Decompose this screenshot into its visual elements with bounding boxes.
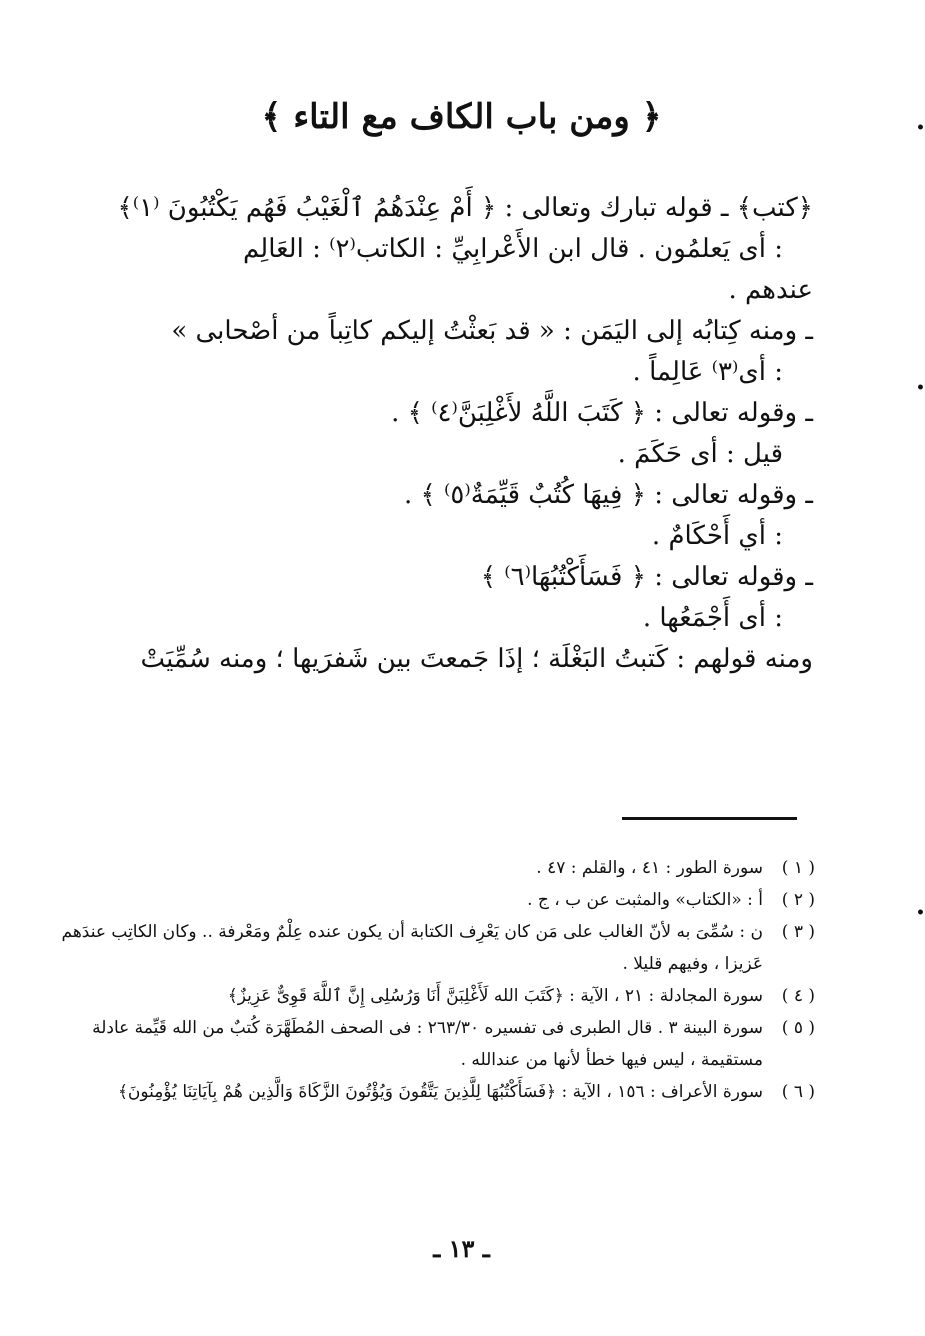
footnote bbox=[55, 916, 815, 980]
text-line: قيل : أى حَكَمَ . bbox=[617, 439, 783, 469]
text-line: ـ وقوله تعالى : ﴿ فِيهَا كُتُبٌ قَيِّمَةٌ⁽٥⁾ ﴾ . bbox=[404, 480, 813, 510]
footnote bbox=[55, 884, 815, 916]
text-line: ـ وقوله تعالى : ﴿ فَسَأَكْتُبُهَا⁽٦⁾ ﴾ bbox=[480, 562, 813, 592]
main-text bbox=[58, 188, 813, 680]
text-line: ـ ومنه كِتابُه إلى اليَمَن : « قد بَعثْتُ إليكم كاتِباً من أصْحابى » bbox=[171, 316, 813, 346]
scan-dot-mark: • bbox=[916, 380, 925, 396]
footnote bbox=[55, 852, 815, 884]
text-line: ـ وقوله تعالى : ﴿ كَتَبَ اللَّهُ لأَغْلِبَنَّ⁽٤⁾ ﴾ . bbox=[391, 398, 813, 428]
footnote bbox=[55, 1012, 815, 1076]
footnote-number: ( ٦ ) bbox=[781, 1082, 815, 1102]
text-line: ﴿كتب﴾ ـ قوله تبارك وتعالى : ﴿ أَمْ عِنْدَهُمُ ٱلْغَيْبُ فَهُم يَكْتُبُونَ ⁽١⁾﴾ bbox=[117, 193, 813, 223]
scan-dot-mark: • bbox=[916, 905, 925, 921]
footnote-text: سورة المجادلة : ٢١ ، الآية : ﴿كَتَبَ الله لَأَغْلِبَنَّ أَنَا وَرُسُلِى إِنَّ ٱللَّهَ قَوِىٌّ عَزِيزٌ﴾ bbox=[227, 986, 763, 1006]
footnote-text: ن : سُمِّىَ به لأنّ الغالب على مَن كان يَعْرِف الكتابة أن يكون عنده عِلْمٌ ومَعْرفة .. وكان الكاتِب عندَهم عَزيزا ، وفيهم قليلا . bbox=[61, 922, 763, 974]
scan-dot-mark: • bbox=[916, 120, 925, 136]
footnote-number: ( ٥ ) bbox=[781, 1018, 815, 1038]
text-line: ومنه قولهم : كَتبتُ البَغْلَة ؛ إذَا جَمعتَ بين شَفرَيها ؛ ومنه سُمِّيَتْ bbox=[140, 644, 813, 674]
footnote-number: ( ١ ) bbox=[781, 858, 815, 878]
footnote-text: سورة الأعراف : ١٥٦ ، الآية : ﴿فَسَأَكْتُبُهَا لِلَّذِينَ يَتَّقُونَ وَيُؤْتُونَ الزَّكَاةَ وَالَّذِين هُمْ بِآيَاتِنَا يُؤْمِنُونَ﴾ bbox=[117, 1082, 763, 1102]
footnote-number: ( ٣ ) bbox=[781, 922, 815, 942]
footnote-number: ( ٢ ) bbox=[781, 890, 815, 910]
text-line: : أى أَجْمَعُها . bbox=[642, 603, 783, 633]
text-line: : أى⁽٣⁾ عَالِماً . bbox=[632, 357, 783, 387]
footnote bbox=[55, 1076, 815, 1108]
text-line: عندهم . bbox=[728, 275, 813, 305]
text-line: : أى يَعلمُون . قال ابن الأَعْرابِيِّ : الكاتب⁽٢⁾ : العَالِم bbox=[242, 234, 783, 264]
footnote-text: سورة الطور : ٤١ ، والقلم : ٤٧ . bbox=[536, 858, 763, 878]
footnote-number: ( ٤ ) bbox=[781, 986, 815, 1006]
footnote bbox=[55, 980, 815, 1012]
footnote-text: أ : «الكتاب» والمثبت عن ب ، ج . bbox=[527, 890, 763, 910]
text-line: : أي أَحْكَامٌ . bbox=[651, 521, 783, 551]
footnotes bbox=[55, 852, 815, 1108]
footnote-separator bbox=[622, 817, 797, 820]
section-title: ﴿ ومن باب الكاف مع التاء ﴾ bbox=[261, 97, 662, 137]
footnote-text: سورة البينة ٣ . قال الطبرى فى تفسيره ٢٦٣/٣٠ : فى الصحف المُطَهَّرَة كُتبٌ من الله قَيِّمة عادلة مستقيمة ، ليس فيها خطأ لأنها من عندالله . bbox=[92, 1018, 763, 1070]
page-number: ـ ١٣ ـ bbox=[433, 1234, 490, 1263]
